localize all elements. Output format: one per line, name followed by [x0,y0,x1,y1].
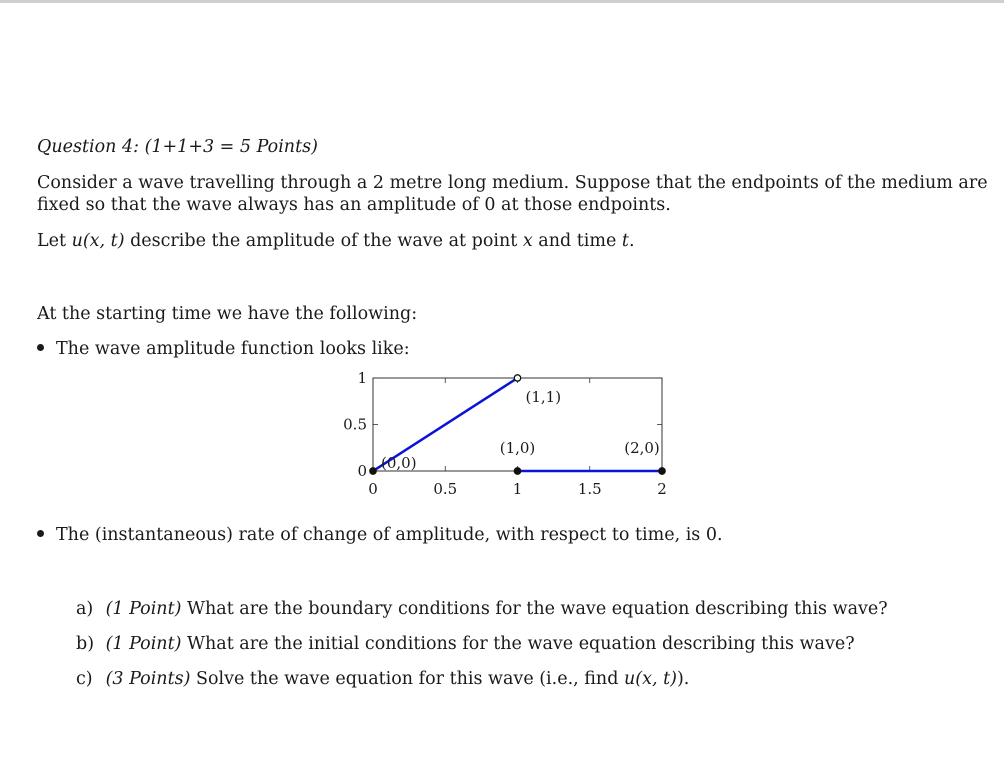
part-a-points: (1 Point) [105,599,182,619]
let-function: u(x, t) [71,231,125,251]
let-mid: describe the amplitude of the wave at point [124,231,523,251]
filled-point-marker [514,468,520,474]
question-header [37,136,318,158]
amplitude-chart [330,368,680,508]
point-annotation: (2,0) [624,439,660,457]
part-b-letter: b) [76,634,95,654]
bullet-amplitude-text: The wave amplitude function looks like: [56,339,410,359]
part-c-letter: c) [76,669,93,689]
point-annotation: (1,1) [525,388,562,406]
y-tick-label: 0 [357,462,367,480]
open-point-marker [514,375,520,381]
page-top-border [0,0,1004,3]
part-c-function: u(x, t) [623,669,677,689]
part-c [76,668,689,690]
part-c-text-suffix: ). [676,669,690,689]
intro-line-2: fixed so that the wave always has an amplitude of 0 at those endpoints. [37,195,671,215]
bullet-dot [37,530,44,537]
let-prefix: Let [37,231,72,251]
let-end: . [628,231,635,251]
start-text: At the starting time we have the following: [37,304,418,324]
y-tick-label: 1 [357,369,367,387]
question-label: Question 4: [37,137,139,157]
x-tick-label: 0.5 [433,480,458,498]
x-tick-label: 2 [657,480,667,498]
bullet-rate [37,524,723,546]
part-a [76,598,888,620]
filled-point-marker [659,468,665,474]
x-tick-label: 1 [512,480,523,498]
part-b [76,633,855,655]
let-and: and time [532,231,622,251]
part-c-points: (3 Points) [105,669,191,689]
x-tick-label: 1.5 [577,480,602,498]
filled-point-marker [370,468,376,474]
intro-line-1: Consider a wave travelling through a 2 metre long medium. Suppose that the endpoints of the medium are [37,173,988,193]
let-t: t [621,231,629,251]
part-b-text: What are the initial conditions for the wave equation describing this wave? [187,634,855,654]
bullet-dot [37,344,44,351]
part-b-points: (1 Point) [105,634,182,654]
part-c-text-prefix: Solve the wave equation for this wave (i.e., find [196,669,624,689]
question-points: (1+1+3 = 5 Points) [144,137,318,157]
y-tick-label: 0.5 [343,415,367,434]
point-annotation: (0,0) [381,454,417,472]
let-x: x [522,231,533,251]
point-annotation: (1,0) [499,439,536,457]
bullet-amplitude [37,338,410,360]
part-a-text: What are the boundary conditions for the wave equation describing this wave? [187,599,888,619]
bullet-rate-text: The (instantaneous) rate of change of amplitude, with respect to time, is 0. [56,525,723,545]
x-tick-label: 0 [368,480,378,498]
let-sentence [37,230,635,252]
part-a-letter: a) [76,599,94,619]
